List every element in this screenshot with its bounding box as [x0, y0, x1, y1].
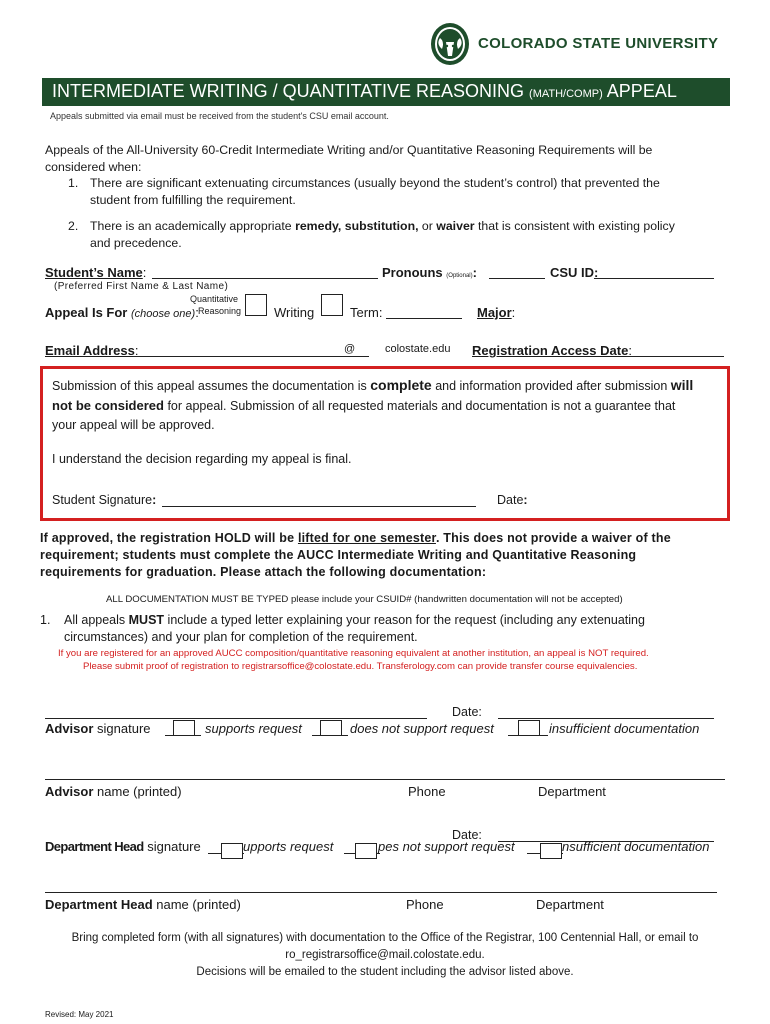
pronouns-field[interactable]: [489, 278, 545, 279]
quant-reasoning-label-1: Quantitative: [190, 294, 239, 304]
dept-head-name-label: Department Head name (printed): [45, 897, 241, 912]
dept-head-insufficient-label: nsufficient documentation: [562, 839, 710, 854]
intro-item-1-number: 1.: [68, 176, 79, 190]
advisor-insufficient-label: insufficient documentation: [549, 721, 700, 736]
student-signature-field[interactable]: [162, 506, 476, 507]
appeal-for-label: Appeal Is For (choose one):: [45, 305, 199, 320]
advisor-insufficient-checkbox[interactable]: [518, 720, 540, 736]
registration-access-label: Registration Access Date:: [472, 343, 632, 358]
writing-label: Writing: [274, 305, 315, 320]
intro-line-1: Appeals of the All-University 60-Credit Intermediate Writing and/or Quantitative Reasoning Requirements will be: [45, 143, 653, 157]
approved-notice-line-2: requirement; students must complete the AUCC Intermediate Writing and Quantitative Reasoning: [40, 548, 637, 562]
approved-notice-line-3: requirements for graduation. Please attach the following documentation:: [40, 565, 487, 579]
intro-item-2: There is an academically appropriate remedy, substitution, or waiver that is consistent with existing policy: [90, 219, 675, 233]
intro-item-2-number: 2.: [68, 219, 79, 233]
dept-head-insufficient-checkbox[interactable]: [540, 843, 562, 859]
pronouns-label: Pronouns (Optional):: [382, 265, 477, 280]
advisor-department-label: Department: [538, 784, 606, 799]
equivalent-note-2: Please submit proof of registration to registrarsoffice@colostate.edu. Transferology.com can provide transfer course equivalencies.: [83, 661, 638, 672]
intro-line-2: considered when:: [45, 160, 142, 174]
dept-head-phone-label: Phone: [406, 897, 444, 912]
csuid-label: CSU ID:: [550, 265, 599, 280]
student-name-field[interactable]: [152, 278, 378, 279]
term-label: Term:: [350, 305, 383, 320]
university-name: COLORADO STATE UNIVERSITY: [478, 35, 719, 52]
advisor-name-line[interactable]: [45, 779, 725, 780]
warning-line-2: not be considered for appeal. Submission of all requested materials and documentation is not a guarantee that: [52, 398, 676, 413]
student-name-label: Student’s Name:: [45, 265, 147, 280]
dept-head-name-line[interactable]: [45, 892, 717, 893]
dept-head-department-label: Department: [536, 897, 604, 912]
dept-head-not-support-label: pes not support request: [378, 839, 515, 854]
dept-head-supports-label: upports request: [243, 839, 334, 854]
warning-line-3: your appeal will be approved.: [52, 418, 215, 432]
doc-item-line-2: circumstances) and your plan for completion of the requirement.: [64, 630, 418, 644]
email-domain: colostate.edu: [385, 343, 451, 355]
email-label: Email Address:: [45, 343, 139, 358]
major-label: Major:: [477, 305, 516, 320]
writing-checkbox[interactable]: [321, 294, 343, 316]
quant-reasoning-label-2: Reasoning: [198, 306, 242, 316]
student-signature-label: Student Signature:: [52, 493, 157, 507]
advisor-date-label: Date:: [452, 705, 482, 719]
typed-documentation-note: ALL DOCUMENTATION MUST BE TYPED please include your CSUID# (handwritten documentation will not be accepted): [106, 594, 623, 605]
dept-head-date-label: Date:: [452, 828, 482, 842]
dept-head-not-support-checkbox[interactable]: [355, 843, 377, 859]
advisor-not-support-checkbox[interactable]: [320, 720, 342, 736]
csuid-field[interactable]: [594, 278, 714, 279]
advisor-name-label: Advisor name (printed): [45, 784, 182, 799]
footer-email: ro_registrarsoffice@mail.colostate.edu.: [285, 949, 485, 961]
advisor-supports-label: supports request: [205, 721, 302, 736]
approved-notice-line-1: If approved, the registration HOLD will be lifted for one semester. This does not provide a waiver of the: [40, 531, 671, 545]
advisor-phone-label: Phone: [408, 784, 446, 799]
title-bar: [42, 78, 730, 106]
ram-logo-icon: [430, 22, 470, 66]
intro-item-1: There are significant extenuating circumstances (usually beyond the student’s control) that prevented the: [90, 176, 660, 190]
intro-item-2-cont: and precedence.: [90, 236, 182, 250]
doc-item-line-1: All appeals MUST include a typed letter explaining your reason for the request (including any extenuating: [64, 613, 645, 627]
email-at: @: [344, 343, 356, 355]
email-note: Appeals submitted via email must be received from the student's CSU email account.: [50, 111, 389, 121]
doc-item-number: 1.: [40, 613, 51, 627]
advisor-date-field[interactable]: [498, 718, 714, 719]
warning-line-1: Submission of this appeal assumes the documentation is complete and information provided after submission will: [52, 377, 694, 393]
dept-head-signature-label: Department Head signature: [45, 839, 201, 854]
quant-reasoning-checkbox[interactable]: [245, 294, 267, 316]
advisor-signature-label: Advisor signature: [45, 721, 151, 736]
advisor-signature-line[interactable]: [45, 718, 427, 719]
email-field[interactable]: [133, 356, 369, 357]
revised-date: Revised: May 2021: [45, 1010, 114, 1019]
dept-head-supports-checkbox[interactable]: [221, 843, 243, 859]
equivalent-note-1: If you are registered for an approved AUCC composition/quantitative reasoning equivalent at another institution, an appeal is NOT required.: [58, 648, 649, 659]
final-decision-text: I understand the decision regarding my appeal is final.: [52, 452, 352, 466]
advisor-not-support-label: does not support request: [350, 721, 494, 736]
registration-access-field[interactable]: [626, 356, 724, 357]
footer-line-1: Bring completed form (with all signatures) with documentation to the Office of the Registrar, 100 Centennial Hall, or email to: [71, 932, 699, 944]
footer-line-3: Decisions will be emailed to the student including the advisor listed above.: [196, 966, 574, 978]
student-date-label: Date:: [497, 493, 528, 507]
intro-item-1-cont: student from fulfilling the requirement.: [90, 193, 296, 207]
term-field[interactable]: [386, 318, 462, 319]
preferred-name-hint: (Preferred First Name & Last Name): [54, 281, 229, 292]
advisor-supports-checkbox[interactable]: [173, 720, 195, 736]
form-title: INTERMEDIATE WRITING / QUANTITATIVE REASONING (MATH/COMP) APPEAL: [52, 81, 677, 101]
